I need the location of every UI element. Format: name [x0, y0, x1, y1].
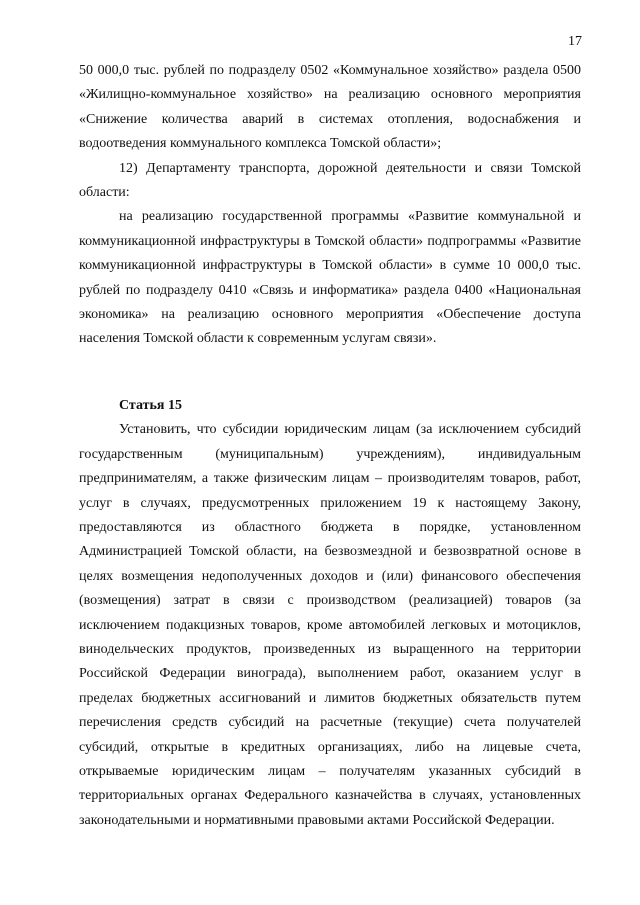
page-content	[79, 59, 581, 833]
paragraph-article-15-body: Установить, что субсидии юридическим лицам (за исключением субсидий государственным (муниципальным) учреждениям), индивидуальным предпринимателям, а также физическим лицам – производителям товаров, работ, услуг в случаях, предусмотренных приложением 19 к настоящему Закону, предоставляются из областного бюджета в порядке, установленном Администрацией Томской области, на безвозмездной и безвозвратной основе в целях возмещения недополученных доходов и (или) финансового обеспечения (возмещения) затрат в связи с производством (реализацией) товаров (за исключением подакцизных товаров, кроме автомобилей легковых и мотоциклов, винодельческих продуктов, произведенных из выращенного на территории Российской Федерации винограда), выполнением работ, оказанием услуг в пределах бюджетных ассигнований и лимитов бюджетных обязательств путем перечисления средств субсидий на расчетные (текущие) счета получателей субсидий, открытые в кредитных организациях, либо на лицевые счета, открываемые юридическим лицам – получателям указанных субсидий в территориальных органах Федерального казначейства в случаях, установленных законодательными и нормативными правовыми актами Российской Федерации.	[79, 422, 581, 828]
paragraph-subsidy-housing: 50 000,0 тыс. рублей по подразделу 0502 «Коммунальное хозяйство» раздела 0500 «Жилищно-коммунальное хозяйство» на реализацию основного мероприятия «Снижение количества аварий в системах отопления, водоснабжения и водоотведения коммунального комплекса Томской области»;	[79, 63, 581, 152]
page-number: 17	[568, 34, 582, 49]
paragraph-transport-department: 12) Департаменту транспорта, дорожной деятельности и связи Томской области:	[79, 160, 581, 201]
paragraph-communications-program: на реализацию государственной программы «Развитие коммунальной и коммуникационной инфраструктуры в Томской области» подпрограммы «Развитие коммуникационной инфраструктуры в Томской области» в сумме 10 000,0 тыс. рублей по подразделу 0410 «Связь и информатика» раздела 0400 «Национальная экономика» на реализацию основного мероприятия «Обеспечение доступа населения Томской области к современным услугам связи».	[79, 209, 581, 347]
article-heading: Статья 15	[119, 397, 182, 413]
